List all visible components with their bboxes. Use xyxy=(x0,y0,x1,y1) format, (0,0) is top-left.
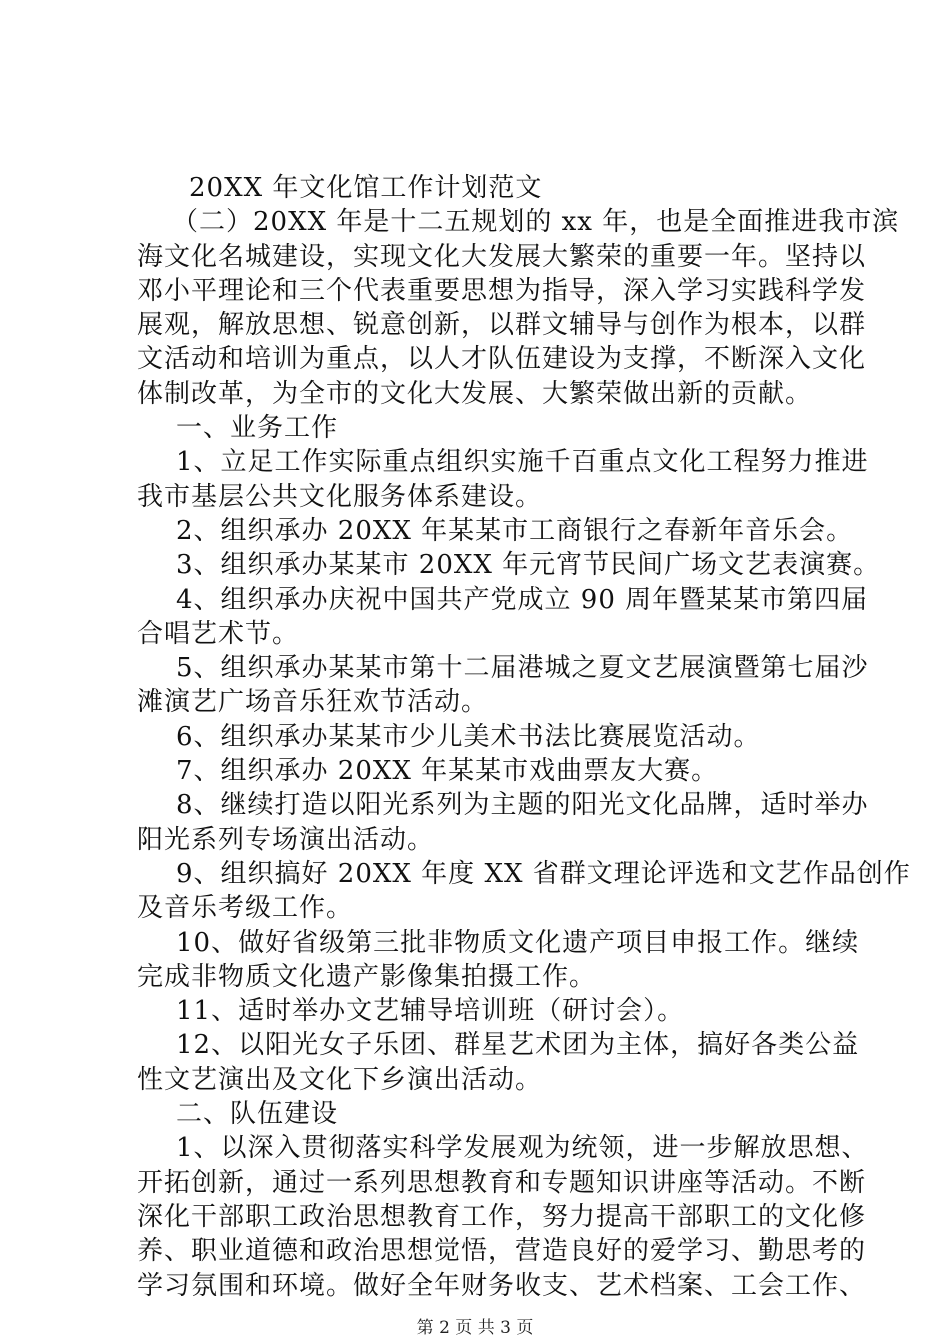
paragraph-line: 合唱艺术节。 xyxy=(137,618,300,649)
paragraph-line: 展观，解放思想、锐意创新，以群文辅导与创作为根本，以群 xyxy=(137,310,867,341)
paragraph-line: 邓小平理论和三个代表重要思想为指导，深入学习实践科学发 xyxy=(137,275,867,306)
paragraph-line: 7、组织承办 20XX 年某某市戏曲票友大赛。 xyxy=(176,756,719,787)
paragraph-line: 完成非物质文化遗产影像集拍摄工作。 xyxy=(137,961,597,992)
page-number-footer: 第 2 页 共 3 页 xyxy=(416,1318,534,1338)
paragraph-line: 体制改革，为全市的文化大发展、大繁荣做出新的贡献。 xyxy=(137,378,813,409)
section-heading: 二、队伍建设 xyxy=(176,1099,339,1130)
paragraph-line: 阳光系列专场演出活动。 xyxy=(137,824,435,855)
paragraph-line: 3、组织承办某某市 20XX 年元宵节民间广场文艺表演赛。 xyxy=(176,550,881,581)
paragraph-line: 1、立足工作实际重点组织实施千百重点文化工程努力推进 xyxy=(176,447,869,478)
paragraph-line: 海文化名城建设，实现文化大发展大繁荣的重要一年。坚持以 xyxy=(137,241,867,272)
document-body xyxy=(137,171,911,1303)
paragraph-line: 我市基层公共文化服务体系建设。 xyxy=(137,481,543,512)
paragraph-line: 滩演艺广场音乐狂欢节活动。 xyxy=(137,687,489,718)
section-heading: 一、业务工作 xyxy=(176,413,339,444)
paragraph-line: 4、组织承办庆祝中国共产党成立 90 周年暨某某市第四届 xyxy=(176,584,869,615)
paragraph-line: 深化干部职工政治思想教育工作，努力提高干部职工的文化修 xyxy=(137,1201,867,1232)
paragraph-line: 开拓创新，通过一系列思想教育和专题知识讲座等活动。不断 xyxy=(137,1167,867,1198)
document-title: 20XX 年文化馆工作计划范文 xyxy=(189,173,543,203)
paragraph-line: 2、组织承办 20XX 年某某市工商银行之春新年音乐会。 xyxy=(176,515,854,546)
paragraph-line: 养、职业道德和政治思想觉悟，营造良好的爱学习、勤思考的 xyxy=(137,1236,867,1267)
paragraph-line: 及音乐考级工作。 xyxy=(137,893,354,924)
paragraph-line: 学习氛围和环境。做好全年财务收支、艺术档案、工会工作、 xyxy=(137,1270,867,1301)
paragraph-line: 9、组织搞好 20XX 年度 XX 省群文理论评选和文艺作品创作 xyxy=(176,858,911,889)
paragraph-line: 12、以阳光女子乐团、群星艺术团为主体，搞好各类公益 xyxy=(176,1030,860,1061)
paragraph-line: 1、以深入贯彻落实科学发展观为统领，进一步解放思想、 xyxy=(176,1133,869,1164)
paragraph-line: 8、继续打造以阳光系列为主题的阳光文化品牌，适时举办 xyxy=(176,790,869,821)
paragraph-line: 6、组织承办某某市少儿美术书法比赛展览活动。 xyxy=(176,721,761,752)
paragraph-line: 性文艺演出及文化下乡演出活动。 xyxy=(137,1064,543,1095)
paragraph-line: 10、做好省级第三批非物质文化遗产项目申报工作。继续 xyxy=(176,927,860,958)
paragraph-line: （二）20XX 年是十二五规划的 xx 年，也是全面推进我市滨 xyxy=(172,207,900,238)
paragraph-line: 文活动和培训为重点，以人才队伍建设为支撑，不断深入文化 xyxy=(137,344,867,375)
paragraph-line: 5、组织承办某某市第十二届港城之夏文艺展演暨第七届沙 xyxy=(176,653,869,684)
paragraph-line: 11、适时举办文艺辅导培训班（研讨会）。 xyxy=(176,996,685,1027)
